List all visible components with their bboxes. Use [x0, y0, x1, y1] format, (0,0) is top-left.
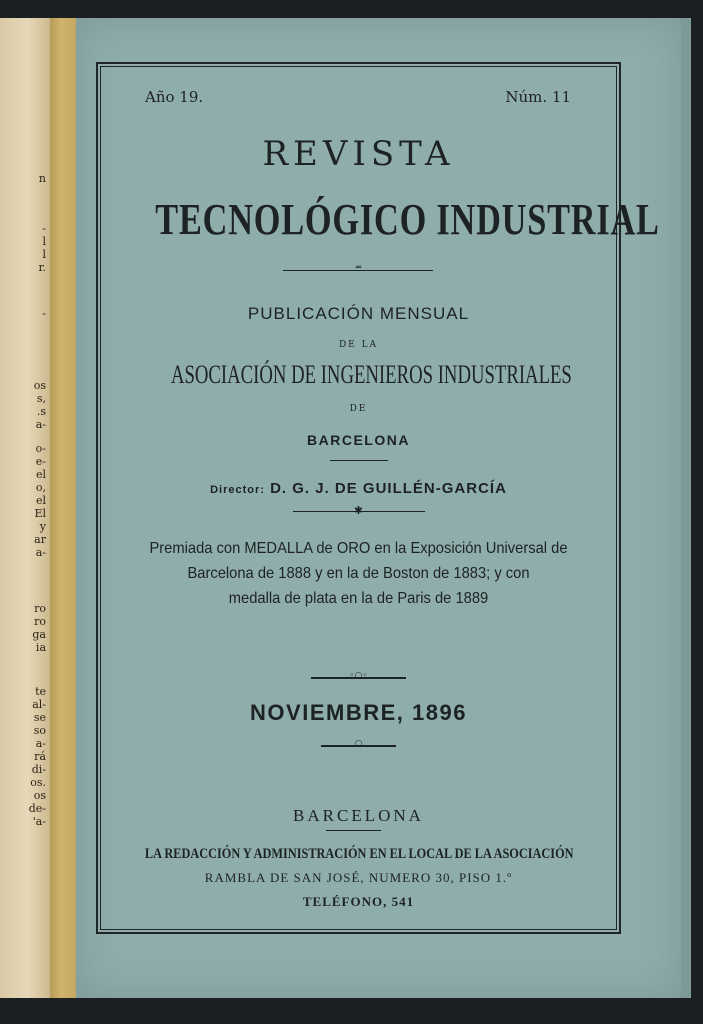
- issue-number: Núm. 11: [505, 88, 571, 106]
- left-page-fragment: a-: [35, 418, 46, 431]
- left-page-fragment: se: [33, 711, 46, 724]
- left-page-fragment: n: [38, 172, 46, 185]
- left-page-fragment: ro: [34, 602, 46, 615]
- director-line: [98, 480, 619, 497]
- publication-frequency: PUBLICACIÓN MENSUAL: [247, 304, 470, 323]
- city-name: BARCELONA: [307, 432, 410, 448]
- left-page-fragment: ar: [34, 533, 46, 546]
- left-page-fragment: de-: [28, 802, 46, 815]
- divider-ornament: ═: [355, 263, 362, 273]
- left-page-fragment: -: [42, 307, 46, 320]
- left-page-fragment: al-: [32, 698, 46, 711]
- date-top-ornament: ◦○◦: [349, 671, 368, 681]
- director-label: Director:: [210, 484, 265, 496]
- left-page-fragment: te: [35, 685, 46, 698]
- left-page-fragment: so: [33, 724, 46, 737]
- de-text: DE: [349, 404, 368, 414]
- footer-city-rule: [326, 830, 381, 831]
- short-rule: [330, 460, 388, 461]
- left-page-fragment: el: [35, 468, 46, 481]
- award-line-2: Barcelona de 1888 y en la de Boston de 1883; y con: [187, 565, 530, 582]
- left-page-fragment: os: [33, 379, 46, 392]
- director-name: D. G. J. DE GUILLÉN-GARCÍA: [270, 480, 507, 497]
- left-page-fragment: -: [42, 222, 46, 235]
- left-page-fragment: ro: [34, 615, 46, 628]
- left-page-fragment: a-: [35, 737, 46, 750]
- left-page-fragment: e-: [35, 455, 46, 468]
- left-page-fragment: rá: [34, 750, 46, 763]
- phone-line: TELÉFONO, 541: [302, 894, 415, 909]
- year-label: Año 19.: [145, 88, 204, 106]
- left-page-fragment: os.: [30, 776, 46, 789]
- magazine-title: TECNOLÓGICO INDUSTRIAL: [155, 195, 660, 244]
- revista-heading: REVISTA: [262, 134, 455, 174]
- left-page-fragment: y: [39, 520, 46, 533]
- award-line-3: medalla de plata en la de Paris de 1889: [228, 590, 489, 607]
- association-name: ASOCIACIÓN DE INGENIEROS INDUSTRIALES: [170, 360, 572, 389]
- date-bottom-ornament: ○: [354, 739, 363, 749]
- left-facing-page: [0, 18, 52, 998]
- award-line-1: Premiada con MEDALLA de ORO en la Exposición Universal de: [149, 540, 568, 557]
- left-page-fragment: a-: [35, 546, 46, 559]
- left-page-fragment: ia: [35, 641, 46, 654]
- address-line: RAMBLA DE SAN JOSÉ, NUMERO 30, PISO 1.º: [204, 870, 513, 885]
- left-page-fragment: ga: [32, 628, 46, 641]
- left-page-fragment: os: [33, 789, 46, 802]
- cover-edge: [681, 18, 691, 998]
- left-page-fragment: .s: [36, 405, 46, 418]
- left-page-fragment: o,: [35, 481, 46, 494]
- left-page-fragment: el: [35, 494, 46, 507]
- footer-city: BARCELONA: [293, 806, 424, 825]
- office-line: LA REDACCIÓN Y ADMINISTRACIÓN EN EL LOCAL DE LA ASOCIACIÓN: [144, 846, 574, 862]
- magazine-cover: [76, 18, 681, 998]
- cover-frame: [96, 62, 660, 934]
- left-page-fragment: s,: [36, 392, 46, 405]
- left-page-fragment: l: [42, 235, 46, 248]
- left-page-fragment: 'a-: [32, 815, 46, 828]
- left-page-fragment: o-: [35, 442, 46, 455]
- book-spine: [50, 18, 76, 998]
- left-page-fragment: l: [42, 248, 46, 261]
- star-ornament: ✱: [353, 504, 364, 517]
- issue-date: NOVIEMBRE, 1896: [250, 700, 467, 725]
- de-la-text: DE LA: [338, 340, 379, 350]
- left-page-fragment: El: [34, 507, 46, 520]
- left-page-fragment: r.: [38, 261, 46, 274]
- left-page-fragment: di-: [31, 763, 46, 776]
